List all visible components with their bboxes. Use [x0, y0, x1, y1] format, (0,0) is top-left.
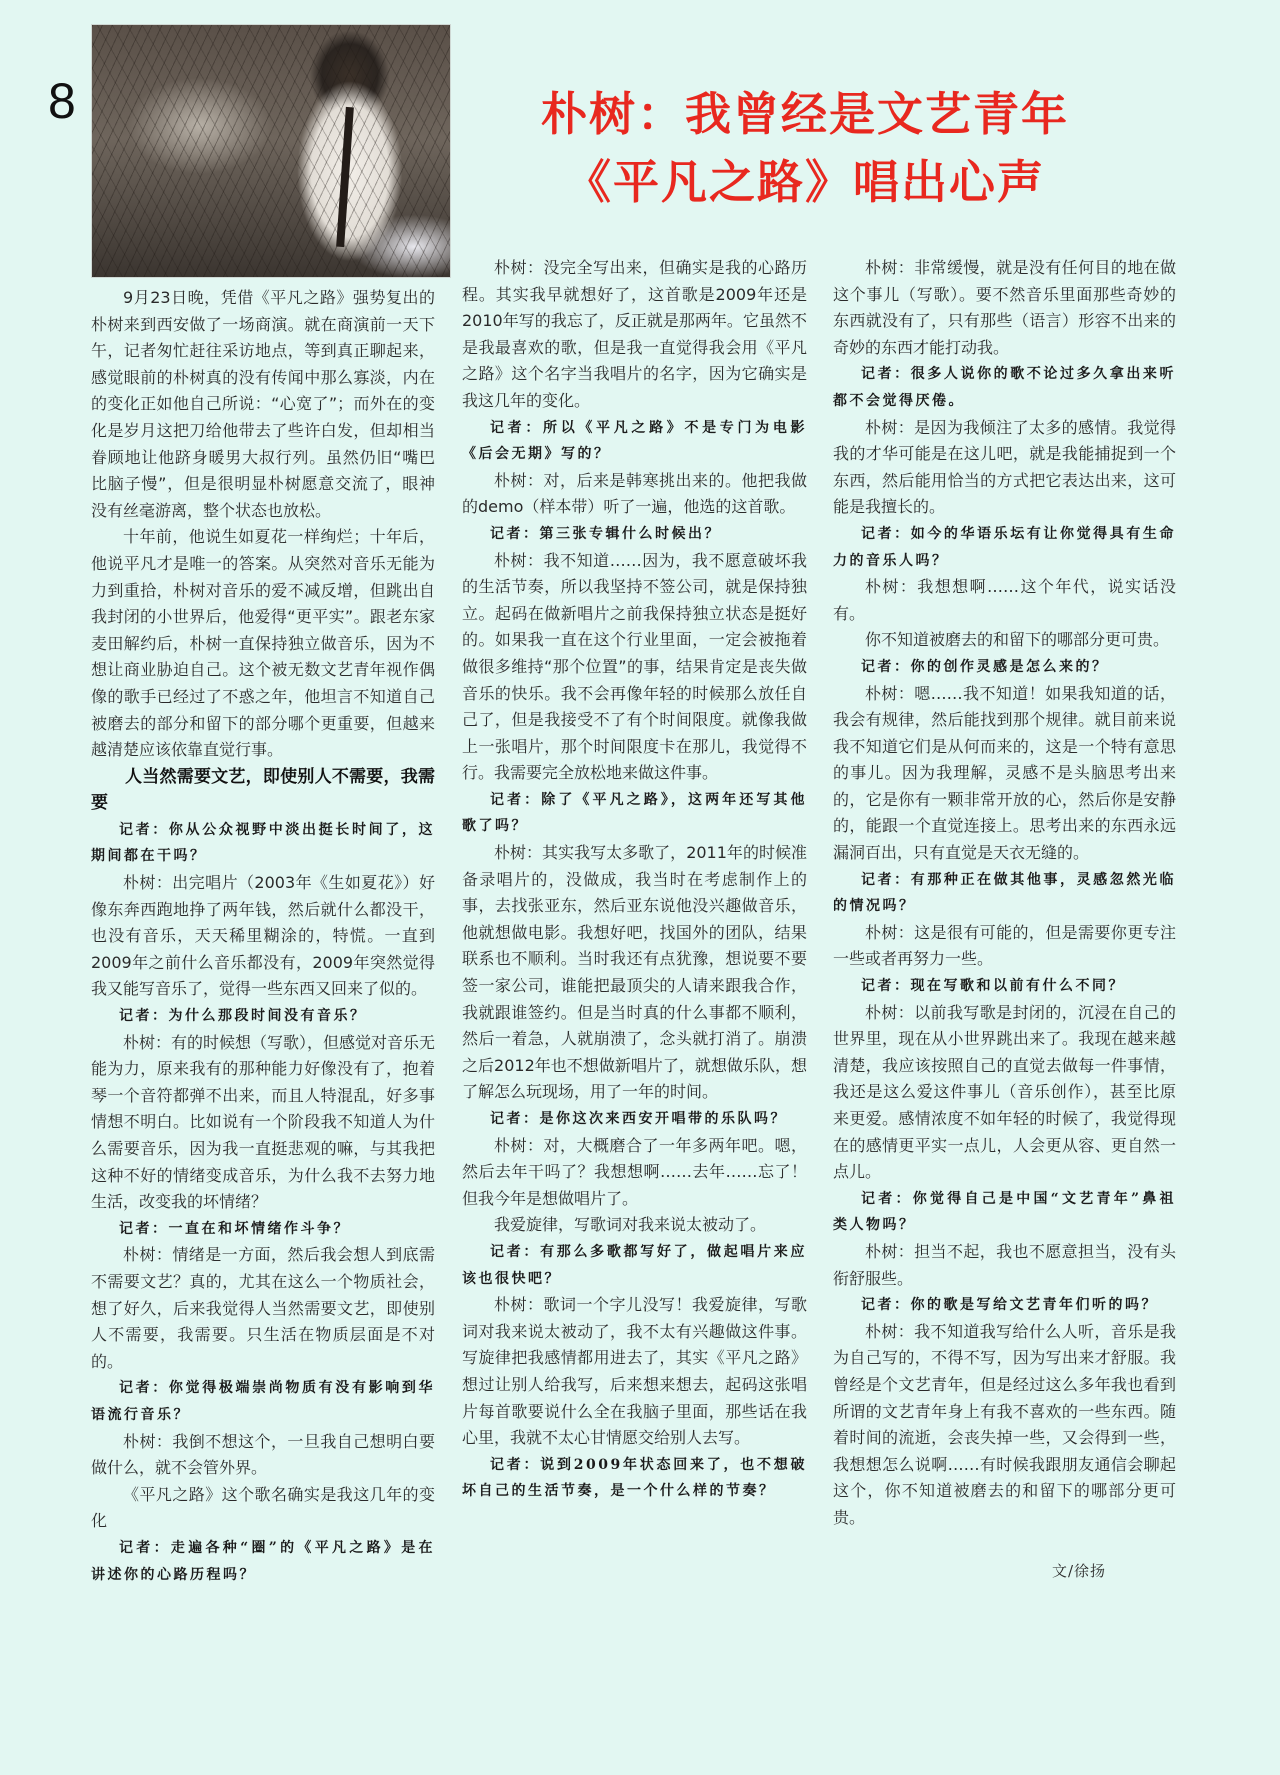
body-paragraph: 朴树：嗯……我不知道！如果我知道的话，我会有规律，然后能找到那个规律。就目前来说我不知道它们是从何而来的，这是一个特有意思的事儿。因为我理解，灵感不是头脑思考出来的，它是你有一颗非常开放的心，然后你是安静的，能跟一个直觉连接上。思考出来的东西永远漏洞百出，只有直觉是天衣无缝的。 — [833, 683, 1176, 863]
interview-question: 记者：如今的华语乐坛有让你觉得具有生命力的音乐人吗？ — [833, 525, 1176, 569]
interview-question: 记者：很多人说你的歌不论过多久拿出来听都不会觉得厌倦。 — [833, 366, 1176, 409]
interview-question: 记者：你觉得自己是中国“文艺青年”鼻祖类人物吗？ — [833, 1190, 1176, 1234]
body-paragraph: 朴树：这是很有可能的，但是需要你更专注一些或者再努力一些。 — [833, 922, 1176, 969]
body-paragraph: 9月23日晚，凭借《平凡之路》强势复出的朴树来到西安做了一场商演。就在商演前一天下午，记者匆忙赶往采访地点，等到真正聊起来，感觉眼前的朴树真的没有传闻中那么寡淡，内在的变化正如他自己所说：“心宽了”；而外在的变化是岁月这把刀给他带去了些许白发，但却相当眷顾地让他跻身暖男大叔行列。虽然仍旧“嘴巴比脑子慢”，但是很明显朴树愿意交流了，眼神没有丝毫游离，整个状态也放松。 — [91, 288, 435, 520]
body-paragraph: 朴树：对，后来是韩寒挑出来的。他把我做的demo（样本带）听了一遍，他选的这首歌。 — [462, 470, 807, 517]
body-paragraph: 朴树：非常缓慢，就是没有任何目的地在做这个事儿（写歌）。要不然音乐里面那些奇妙的东西就没有了，只有那些（语言）形容不出来的奇妙的东西才能打动我。 — [833, 258, 1176, 357]
interview-question: 记者：有那么多歌都写好了，做起唱片来应该也很快吧？ — [462, 1243, 807, 1287]
interview-question: 记者：走遍各种“圈”的《平凡之路》是在讲述你的心路历程吗？ — [91, 1539, 435, 1583]
interview-question: 记者：你从公众视野中淡出挺长时间了，这期间都在干吗？ — [91, 821, 435, 865]
body-paragraph: 朴树：有的时候想（写歌），但感觉对音乐无能为力，原来我有的那种能力好像没有了，抱着琴一个音符都弹不出来，而且人特混乱，好多事情想不明白。比如说有一个阶段我不知道人为什么需要音乐，因为我一直挺悲观的嘛，与其我把这种不好的情绪变成音乐，为什么我不去努力地生活，改变我的坏情绪？ — [91, 1032, 436, 1212]
article-column-3 — [833, 255, 1176, 1584]
author-byline: 文/徐扬 — [1051, 1561, 1106, 1580]
interview-question: 记者：一直在和坏情绪作斗争？ — [119, 1220, 350, 1237]
interview-question: 记者：除了《平凡之路》，这两年还写其他歌了吗？ — [462, 791, 807, 835]
interview-question: 记者：说到2009年状态回来了，也不想破坏自己的生活节奏，是一个什么样的节奏？ — [462, 1456, 807, 1500]
photo-branch-shadows — [92, 25, 450, 277]
interview-question: 记者：你的创作灵感是怎么来的？ — [861, 658, 1109, 675]
article-column-1 — [91, 285, 435, 1588]
section-subheading: 人当然需要文艺，即使别人不需要，我需要 — [91, 766, 435, 814]
body-paragraph: 《平凡之路》这个歌名确实是我这几年的变化 — [91, 1484, 435, 1531]
body-paragraph: 朴树：其实我写太多歌了，2011年的时候准备录唱片的，没做成，我当时在考虑制作上的事，去找张亚东，然后亚东说他没兴趣做音乐，他就想做电影。我想好吧，找国外的团队，结果联系也不顺利。当时我还有点犹豫，想说要不要签一家公司，谁能把最顶尖的人请来跟我合作，我就跟谁签约。但是当时真的什么事都不顺利，然后一着急，人就崩溃了，念头就打消了。崩溃之后2012年也不想做新唱片了，就想做乐队，想了解怎么玩现场，用了一年的时间。 — [462, 843, 807, 1102]
interview-question: 记者：第三张专辑什么时候出？ — [490, 525, 721, 542]
interview-question: 记者：你的歌是写给文艺青年们听的吗？ — [861, 1297, 1158, 1314]
body-paragraph: 十年前，他说生如夏花一样绚烂；十年后，他说平凡才是唯一的答案。从突然对音乐无能为力到重拾，朴树对音乐的爱不减反增，但跳出自我封闭的小世界后，他爱得“更平实”。跟老东家麦田解约后，朴树一直保持独立做音乐，因为不想让商业胁迫自己。这个被无数文艺青年视作偶像的歌手已经过了不惑之年，他坦言不知道自己被磨去的部分和留下的部分哪个更重要，但越来越清楚应该依靠直觉行事。 — [91, 527, 435, 760]
body-paragraph: 朴树：情绪是一方面，然后我会想人到底需不需要文艺？真的，尤其在这么一个物质社会，想了好久，后来我觉得人当然需要文艺，即使别人不需要，我需要。只生活在物质层面是不对的。 — [91, 1245, 435, 1371]
interview-question: 记者：有那种正在做其他事，灵感忽然光临的情况吗？ — [833, 871, 1176, 915]
body-paragraph: 朴树：以前我写歌是封闭的，沉浸在自己的世界里，现在从小世界跳出来了。我现在越来越清楚，我应该按照自己的直觉去做每一件事情，我还是这么爱这件事儿（音乐创作），甚至比原来更爱。感情浓度不如年轻的时候了，我觉得现在的感情更平实一点儿，人会更从容、更自然一点儿。 — [833, 1002, 1176, 1182]
body-paragraph: 朴树：是因为我倾注了太多的感情。我觉得我的才华可能是在这儿吧，就是我能捕捉到一个东西，然后能用恰当的方式把它表达出来，这可能是我擅长的。 — [833, 417, 1176, 517]
article-photo — [91, 24, 451, 278]
article-title — [470, 80, 1140, 216]
interview-question: 记者：为什么那段时间没有音乐？ — [119, 1008, 367, 1025]
article-title-line-2: 《平凡之路》唱出心声 — [565, 155, 1045, 209]
interview-question: 记者：是你这次来西安开唱带的乐队吗？ — [490, 1111, 787, 1127]
body-paragraph: 朴树：出完唱片（2003年《生如夏花》）好像东奔西跑地挣了两年钱，然后就什么都没干，也没有音乐，天天稀里糊涂的，特慌。一直到2009年之前什么音乐都没有，2009年突然觉得我又能写音乐了，觉得一些东西又回来了似的。 — [91, 873, 435, 999]
body-paragraph: 朴树：担当不起，我也不愿意担当，没有头衔舒服些。 — [833, 1241, 1176, 1288]
body-paragraph: 朴树：我倒不想这个，一旦我自己想明白要做什么，就不会管外界。 — [91, 1431, 435, 1478]
interview-question: 记者：所以《平凡之路》不是专门为电影《后会无期》写的？ — [462, 419, 807, 463]
article-column-2 — [462, 255, 807, 1505]
body-paragraph: 朴树：歌词一个字儿没写！我爱旋律，写歌词对我来说太被动了，我不太有兴趣做这件事。写旋律把我感情都用进去了，其实《平凡之路》想过让别人给我写，后来想来想去，起码这张唱片每首歌要说什么全在我脑子里面，那些话在我心里，我就不太心甘情愿交给别人去写。 — [462, 1295, 807, 1448]
body-paragraph: 你不知道被磨去的和留下的哪部分更可贵。 — [865, 630, 1170, 650]
body-paragraph: 朴树：我不知道我写给什么人听，音乐是我为自己写的，不得不写，因为写出来才舒服。我曾经是个文艺青年，但是经过这么多年我也看到所谓的文艺青年身上有我不喜欢的一些东西。随着时间的流逝，会丧失掉一些，又会得到一些，我想想怎么说啊……有时候我跟朋友通信会聊起这个，你不知道被磨去的和留下的哪部分更可贵。 — [833, 1321, 1176, 1527]
interview-question: 记者：现在写歌和以前有什么不同？ — [861, 978, 1125, 995]
body-paragraph: 朴树：没完全写出来，但确实是我的心路历程。其实我早就想好了，这首歌是2009年还是2010年写的我忘了，反正就是那两年。它虽然不是我最喜欢的歌，但是我一直觉得我会用《平凡之路》这个名字当我唱片的名字，因为它确实是我这几年的变化。 — [462, 258, 807, 410]
article-title-line-1: 朴树：我曾经是文艺青年 — [541, 87, 1069, 141]
body-paragraph: 朴树：我不知道……因为，我不愿意破坏我的生活节奏，所以我坚持不签公司，就是保持独立。起码在做新唱片之前我保持独立状态是挺好的。如果我一直在这个行业里面，一定会被拖着做很多维持“那个位置”的事，结果肯定是丧失做音乐的快乐。我不会再像年轻的时候那么放任自己了，但是我接受不了有个时间限度。就像我做上一张唱片，那个时间限度卡在那儿，我觉得不行。我需要完全放松地来做这件事。 — [462, 550, 807, 783]
body-paragraph: 朴树：对，大概磨合了一年多两年吧。嗯，然后去年干吗了？我想想啊……去年……忘了！但我今年是想做唱片了。 — [462, 1135, 807, 1208]
body-paragraph: 我爱旋律，写歌词对我来说太被动了。 — [494, 1215, 767, 1235]
body-paragraph: 朴树：我想想啊……这个年代，说实话没有。 — [833, 577, 1176, 623]
interview-question: 记者：你觉得极端崇尚物质有没有影响到华语流行音乐？ — [91, 1380, 435, 1423]
page-number: 8 — [48, 73, 76, 129]
